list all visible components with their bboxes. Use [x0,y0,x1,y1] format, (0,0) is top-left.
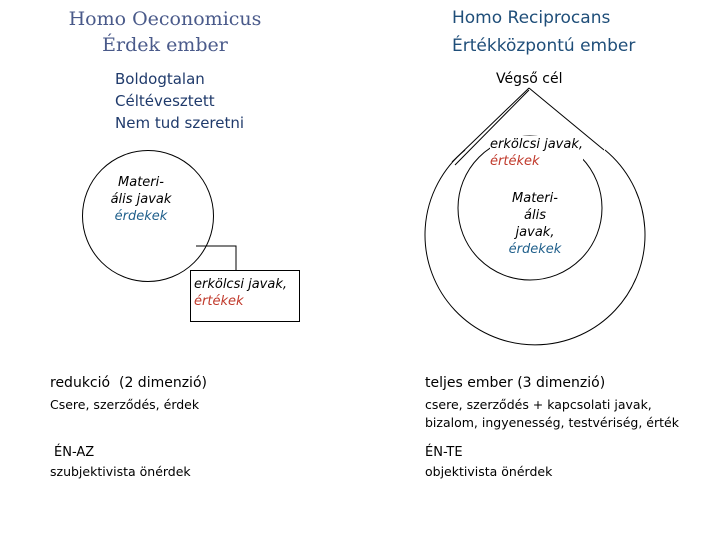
right-title-line2: Értékközpontú ember [452,36,636,56]
left-self-desc: szubjektivista önérdek [50,464,191,479]
left-circle-line3: érdekek [114,209,168,224]
trait-boldogtalan: Boldogtalan [115,70,205,88]
right-title-line1: Homo Reciprocans [452,8,611,28]
right-inner-line3: javak, [515,225,555,240]
left-self-heading: ÉN-AZ [54,445,95,460]
right-outer-line2: értékek [490,154,540,169]
left-box-line2: értékek [194,294,244,309]
trait-celtevesztett: Céltévesztett [115,92,215,110]
left-title-line2: Érdek ember [102,34,228,56]
trait-nem-tud-szeretni: Nem tud szeretni [115,114,245,132]
right-inner-line2: ális [524,208,546,223]
left-heading: redukció (2 dimenzió) [50,375,207,391]
right-inner-line4: érdekek [508,242,562,257]
right-inner-line1: Materi- [512,191,558,206]
left-title-line1: Homo Oeconomicus [68,8,262,30]
right-outer-line1: erkölcsi javak, [490,137,583,152]
apex-label: Végső cél [496,71,563,87]
right-desc-line1: csere, szerződés + kapcsolati javak, [425,397,652,412]
right-inner-text [495,190,575,258]
right-self-desc: objektivista önérdek [425,464,553,479]
left-desc: Csere, szerződés, érdek [50,397,200,412]
left-box-line1: erkölcsi javak, [194,277,287,292]
right-self-heading: ÉN-TE [425,445,463,460]
right-desc-line2: bizalom, ingyenesség, testvériség, érték [425,415,679,430]
left-circle-line2: ális javak [110,192,172,207]
right-outer-text [490,136,583,170]
right-heading: teljes ember (3 dimenzió) [425,375,606,391]
right-desc [425,396,679,432]
left-circle-line1: Materi- [118,175,164,190]
